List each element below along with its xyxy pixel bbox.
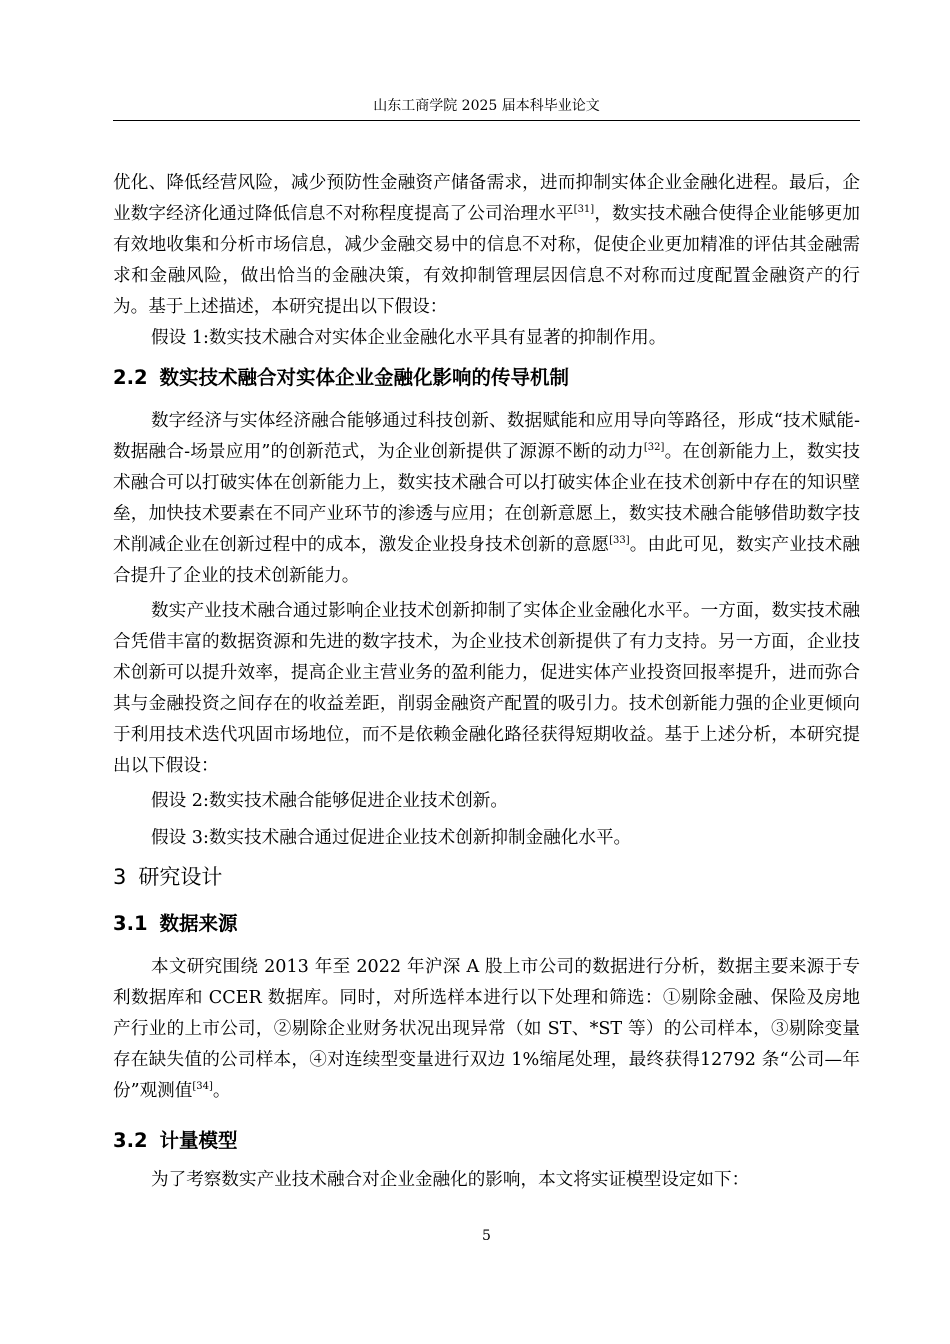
text-run: 。 [212,1081,231,1101]
page-content [113,168,860,1196]
section-heading-3-2 [113,1127,860,1155]
hypothesis-3: 假设 3:数实技术融合通过促进企业技术创新抑制金融化水平。 [151,828,632,848]
paragraph [113,952,860,1107]
section-heading-2-2 [113,364,860,392]
text-run: 。由此可见，数实产业技术融合提升了企业的技术创新能力。 [113,535,860,586]
section-title: 研究设计 [138,865,223,889]
section-title: 计量模型 [159,1129,238,1152]
citation: [31] [573,204,595,216]
section-number: 3.2 [113,1129,148,1152]
citation: [33] [609,535,630,547]
hypothesis-1: 假设 1:数实技术融合对实体企业金融化水平具有显著的抑制作用。 [151,328,667,348]
page-header: 山东工商学院 2025 届本科毕业论文 [373,98,600,114]
text-run: 优化、降低经营风险，减少预防性金融资产储备需求，进而抑制实体企业金融化进程。最后，企业数字经济化通过降低信息不对称程度提高了公司治理水平 [113,173,860,224]
paragraph: 为了考察数实产业技术融合对企业金融化的影响，本文将实证模型设定如下： [151,1170,750,1190]
text-run: 。在创新能力上，数实技术融合可以打破实体在创新能力上，数实技术融合可以打破实体企业在技术创新中存在的知识壁垒，加快技术要素在不同产业环节的渗透与应用；在创新意愿上，数实技术融合能够借助数字技术削减企业在创新过程中的成本，激发企业投身技术创新的意愿 [113,442,860,555]
section-number: 3.1 [113,912,148,935]
citation: [32] [643,442,665,454]
paragraph [113,406,860,592]
text-run: 本文研究围绕 2013 年至 2022 年沪深 A 股上市公司的数据进行分析，数据主要来源于专利数据库和 CCER 数据库。同时，对所选样本进行以下处理和筛选：①剔除金融、保险及房地产行业的上市公司，②剔除企业财务状况出现异常（如 ST、*ST 等）的公司样本，③剔除变量存在缺失值的公司样本，④对连续型变量进行双边 1%缩尾处理，最终获得12792 条“公司—年份”观测值 [113,957,860,1101]
chapter-heading-3 [113,862,860,892]
text-run: 数字经济与实体经济融合能够通过科技创新、数据赋能和应用导向等路径，形成“技术赋能-数据融合-场景应用”的创新范式，为企业创新提供了源源不断的动力 [113,411,860,462]
text-run: ，数实技术融合使得企业能够更加有效地收集和分析市场信息，减少金融交易中的信息不对称，促使企业更加精准的评估其金融需求和金融风险，做出恰当的金融决策，有效抑制管理层因信息不对称而过度配置金融资产的行为。基于上述描述，本研究提出以下假设： [113,204,860,317]
section-number: 2.2 [113,366,148,389]
paragraph: 数实产业技术融合通过影响企业技术创新抑制了实体企业金融化水平。一方面，数实技术融合凭借丰富的数据资源和先进的数字技术，为企业技术创新提供了有力支持。另一方面，企业技术创新可以提升效率，提高企业主营业务的盈利能力，促进实体产业投资回报率提升，进而弥合其与金融投资之间存在的收益差距，削弱金融资产配置的吸引力。技术创新能力强的企业更倾向于利用技术迭代巩固市场地位，而不是依赖金融化路径获得短期收益。基于上述分析，本研究提出以下假设： [113,601,860,776]
paragraph-continuation [113,168,860,323]
section-heading-3-1 [113,910,860,938]
header-rule [113,120,860,121]
hypothesis-2: 假设 2:数实技术融合能够促进企业技术创新。 [151,791,508,811]
citation: [34] [192,1081,213,1093]
section-number: 3 [113,865,127,889]
section-title: 数据来源 [159,912,238,935]
page-number: 5 [482,1228,491,1244]
section-title: 数实技术融合对实体企业金融化影响的传导机制 [159,366,570,389]
